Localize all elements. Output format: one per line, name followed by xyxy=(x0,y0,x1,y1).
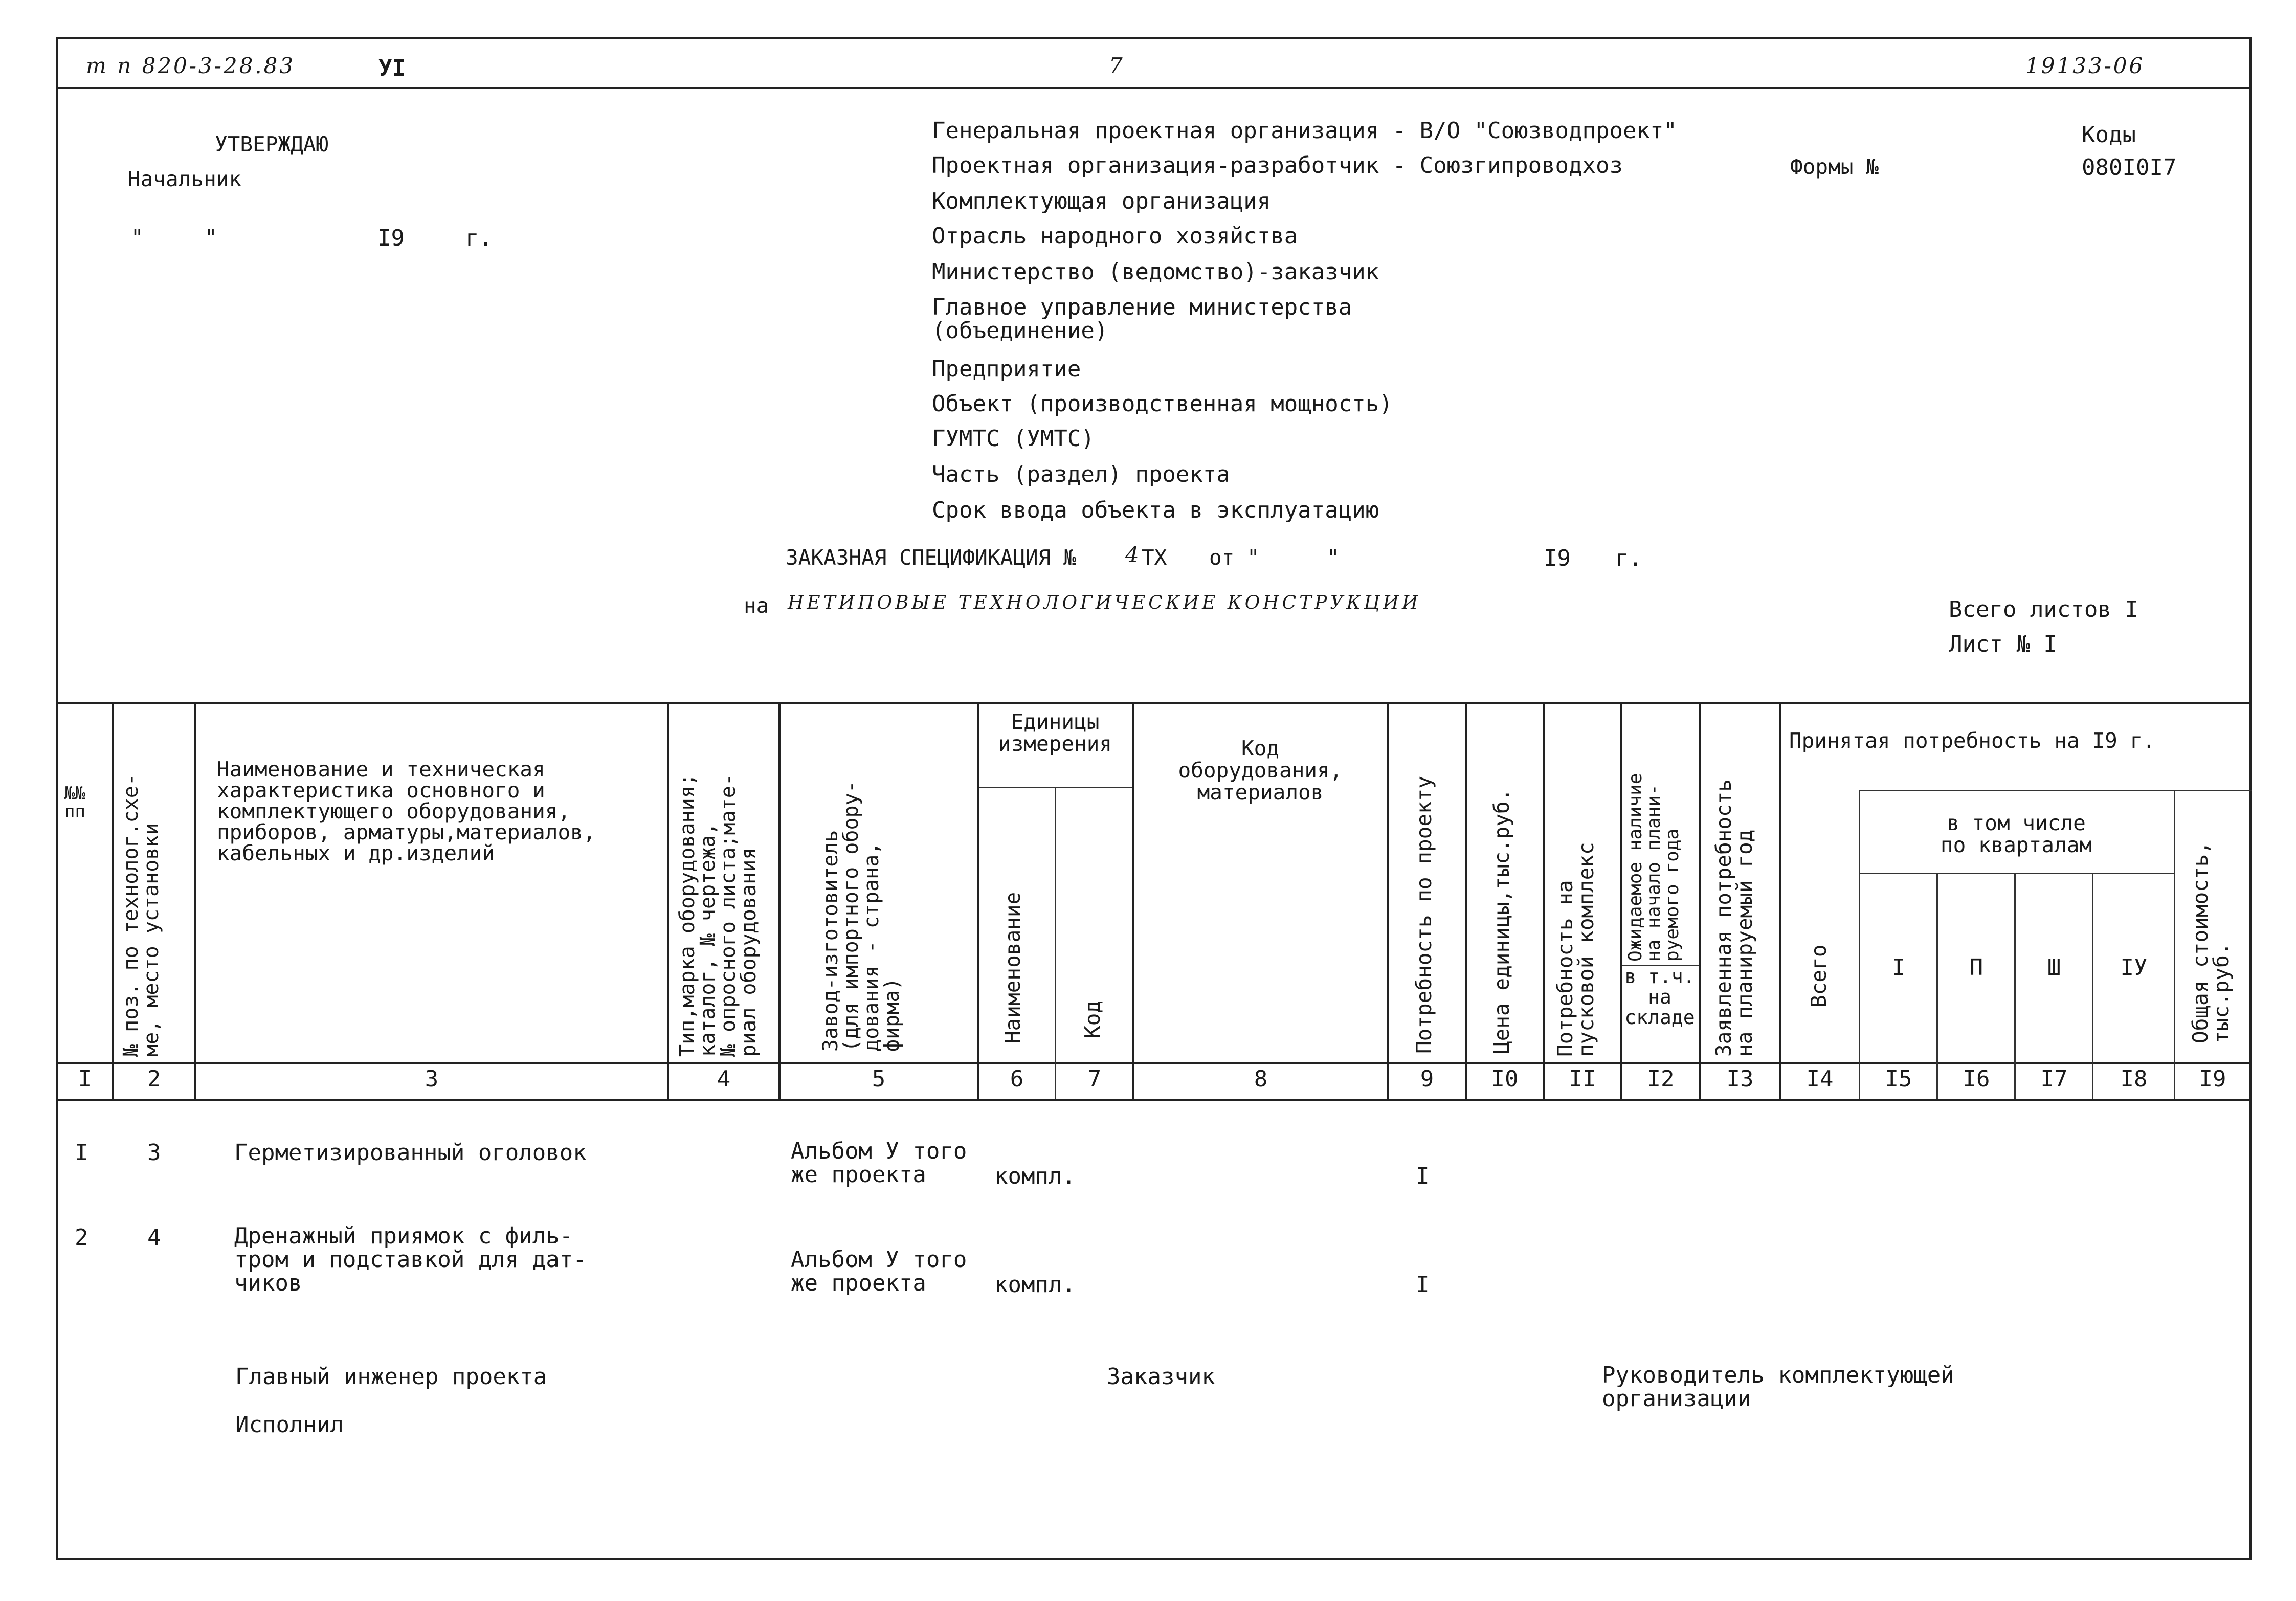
approval-year-prefix: I9 xyxy=(377,225,405,251)
col-line-6 xyxy=(1055,787,1056,1099)
row-position: 4 xyxy=(147,1225,161,1251)
signature-supplier-head: Руководитель комплектующей организации xyxy=(1602,1362,1954,1412)
row-name: Герметизированный оголовок xyxy=(234,1140,587,1166)
col-line-9 xyxy=(1465,702,1467,1099)
spec-year-prefix: I9 xyxy=(1544,545,1571,571)
header-manufacturer: Завод-изготовитель (для импортного обору- дования - страна, фирма) xyxy=(819,781,904,1052)
col-number-9: 9 xyxy=(1420,1066,1434,1092)
col-number-16: I6 xyxy=(1963,1066,1990,1092)
header-bottom-line xyxy=(56,1062,2252,1064)
col-number-8: 8 xyxy=(1254,1066,1268,1092)
col-line-4 xyxy=(778,702,781,1099)
org-field-enterprise: Предприятие xyxy=(932,356,1081,382)
header-declared: Заявленная потребность на планируемый год xyxy=(1711,779,1757,1057)
spec-from-label: от " xyxy=(1209,545,1260,570)
col-number-10: I0 xyxy=(1491,1066,1519,1092)
header-equipment-code: Код оборудования, материалов xyxy=(1178,736,1343,805)
col-number-17: I7 xyxy=(2040,1066,2068,1092)
col-number-7: 7 xyxy=(1087,1066,1102,1092)
sheet-number: Лист № I xyxy=(1949,631,2057,657)
col-line-5 xyxy=(977,702,979,1099)
row-unit: компл. xyxy=(994,1272,1076,1298)
row-quantity: I xyxy=(1416,1272,1430,1298)
col-number-2: 2 xyxy=(147,1066,161,1092)
table-top-line xyxy=(56,702,2252,704)
header-q3: Ш xyxy=(2047,954,2061,981)
col-line-15 xyxy=(1936,873,1938,1099)
accepted-subline xyxy=(1859,790,2252,791)
col-number-4: 4 xyxy=(717,1066,731,1092)
spec-year-suffix: г. xyxy=(1615,545,1642,571)
spec-number-suffix: ТХ xyxy=(1142,545,1167,570)
header-expected: Ожидаемое наличие на начало плани- руемого года xyxy=(1625,773,1683,962)
org-field-main-directorate: Главное управление министерства (объединение) xyxy=(932,294,1352,344)
spec-on-label: на xyxy=(744,593,769,618)
frame-bottom-line xyxy=(56,1558,2252,1560)
header-q4: IУ xyxy=(2120,954,2148,981)
org-field-project-part: Часть (раздел) проекта xyxy=(932,461,1230,487)
row-manufacturer: Альбом У того же проекта xyxy=(791,1247,967,1297)
org-field-supplier: Комплектующая организация xyxy=(932,188,1271,214)
col-line-13 xyxy=(1779,702,1781,1099)
header-unit-code: Код xyxy=(1080,1000,1105,1038)
header-type: Тип,марка оборудования; каталог, № чертежа, № опросного листа;мате- риал оборудования xyxy=(676,773,761,1057)
header-q1: I xyxy=(1891,954,1906,981)
col-number-6: 6 xyxy=(1010,1066,1024,1092)
doc-code: т п 820-3-28.83 xyxy=(86,53,296,78)
col-number-11: II xyxy=(1569,1066,1596,1092)
stamp-bottom-line xyxy=(56,87,2252,89)
header-q2: П xyxy=(1969,954,1983,981)
inventory-number: 19133-06 xyxy=(2025,53,2145,78)
frame-right-line xyxy=(2249,37,2252,1560)
org-field-ministry: Министерство (ведомство)-заказчик xyxy=(932,259,1379,285)
col-number-14: I4 xyxy=(1806,1066,1834,1092)
org-field-industry: Отрасль народного хозяйства xyxy=(932,223,1298,249)
header-project-need: Потребность по проекту xyxy=(1412,775,1436,1054)
row-position: 3 xyxy=(147,1140,161,1166)
row-quantity: I xyxy=(1416,1163,1430,1189)
col-number-1: I xyxy=(78,1066,92,1092)
header-units: Единицы измерения xyxy=(998,709,1112,757)
col-line-10 xyxy=(1543,702,1545,1099)
frame-left-line xyxy=(56,37,58,1560)
col-line-12 xyxy=(1699,702,1701,1099)
spec-from-quote: " xyxy=(1327,545,1340,570)
col-number-12: I2 xyxy=(1647,1066,1675,1092)
org-field-general: Генеральная проектная организация - В/О "Союзводпроект" xyxy=(932,118,1677,144)
org-field-developer: Проектная организация-разработчик - Союзгипроводхоз xyxy=(932,152,1623,179)
header-pp: №№ пп xyxy=(64,783,85,822)
colnum-bottom-line xyxy=(56,1099,2252,1101)
header-name: Наименование и техническая характеристика основного и комплектующего оборудования, приборов, арматуры,материалов, кабельных и др.изделий xyxy=(217,757,596,865)
col-number-13: I3 xyxy=(1726,1066,1754,1092)
org-field-gumts: ГУМТС (УМТС) xyxy=(932,426,1095,452)
col-line-14 xyxy=(1859,790,1860,1099)
col-number-3: 3 xyxy=(425,1066,439,1092)
row-number: 2 xyxy=(75,1225,88,1251)
approval-role: Начальник xyxy=(128,167,242,191)
col-number-19: I9 xyxy=(2199,1066,2226,1092)
col-line-3 xyxy=(667,702,669,1099)
signature-customer: Заказчик xyxy=(1107,1364,1215,1390)
col-line-16 xyxy=(2014,873,2016,1099)
approval-quote-open: " xyxy=(131,225,144,250)
header-accepted: Принятая потребность на I9 г. xyxy=(1789,728,2155,753)
signature-executor: Исполнил xyxy=(235,1412,344,1438)
header-total: Всего xyxy=(1807,944,1831,1008)
row-unit: компл. xyxy=(994,1163,1076,1189)
page-number: 7 xyxy=(1109,53,1125,78)
header-total-cost: Общая стоимость, тыс.руб. xyxy=(2188,841,2234,1043)
form-label: Формы № xyxy=(1790,154,1879,179)
row-number: I xyxy=(75,1140,88,1166)
org-field-commissioning: Срок ввода объекта в эксплуатацию xyxy=(932,497,1379,523)
col-number-18: I8 xyxy=(2120,1066,2148,1092)
col-line-7 xyxy=(1132,702,1134,1099)
col-line-8 xyxy=(1387,702,1389,1099)
header-quarters: в том числе по кварталам xyxy=(1940,811,2092,858)
album-number: УI xyxy=(378,55,406,81)
header-in-stock: в т.ч. на складе xyxy=(1624,965,1695,1029)
codes-header: Коды xyxy=(2082,122,2136,148)
total-sheets: Всего листов I xyxy=(1949,596,2138,622)
approval-title: УТВЕРЖДАЮ xyxy=(215,132,329,157)
spec-title: ЗАКАЗНАЯ СПЕЦИФИКАЦИЯ № xyxy=(786,545,1076,570)
col-line-17 xyxy=(2092,873,2093,1099)
header-unit-name: Наименование xyxy=(1000,892,1025,1043)
header-position: № поз. по технолог.схе- ме, место установки xyxy=(119,773,163,1057)
col-line-18 xyxy=(2174,790,2175,1099)
spec-number: 4 xyxy=(1125,542,1141,567)
col-line-11 xyxy=(1620,702,1622,1099)
frame-top-line xyxy=(56,37,2252,39)
approval-quote-close: " xyxy=(205,225,217,250)
row-name: Дренажный приямок с филь- тром и подставкой для дат- чиков xyxy=(234,1223,587,1297)
col-line-2 xyxy=(194,702,196,1099)
col-number-5: 5 xyxy=(872,1066,886,1092)
col-number-15: I5 xyxy=(1885,1066,1912,1092)
header-unit-price: Цена единицы,тыс.руб. xyxy=(1489,788,1514,1054)
quarters-subline xyxy=(1859,873,2174,874)
row-manufacturer: Альбом У того же проекта xyxy=(791,1138,967,1188)
col-line-1 xyxy=(112,702,114,1099)
org-field-object: Объект (производственная мощность) xyxy=(932,391,1393,417)
signature-chief-engineer: Главный инженер проекта xyxy=(235,1364,547,1390)
form-code: 080I0I7 xyxy=(2082,154,2177,181)
header-startup-need: Потребность на пусковой комплекс xyxy=(1553,842,1598,1057)
approval-year-suffix: г. xyxy=(465,225,493,251)
spec-subject: НЕТИПОВЫЕ ТЕХНОЛОГИЧЕСКИЕ КОНСТРУКЦИИ xyxy=(788,592,1421,613)
